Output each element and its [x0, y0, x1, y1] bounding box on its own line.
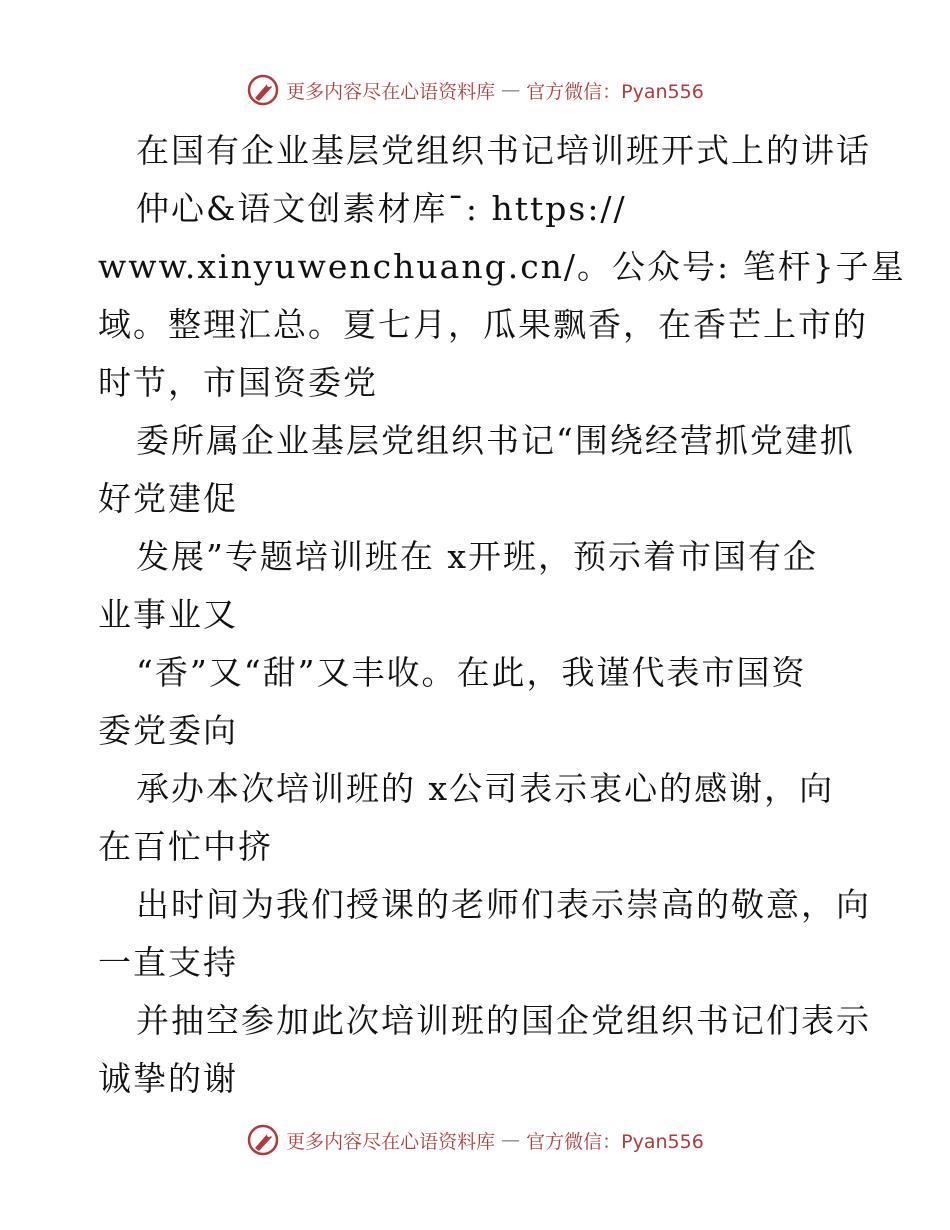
document-line: 业事业又: [98, 595, 238, 634]
document-line: 委党委向: [98, 711, 238, 750]
header-watermark-banner: [0, 70, 950, 110]
banner-main-text: 更多内容尽在心语资料库: [286, 1130, 496, 1153]
banner-main-text: 更多内容尽在心语资料库: [286, 80, 496, 103]
pen-nib-logo-icon: [246, 73, 280, 107]
document-line: “香”又“甜”又丰收。在此，我谨代表市国资: [136, 653, 807, 692]
document-line: 发展”专题培训班在 x开班，预示着市国有企: [136, 537, 818, 576]
document-line: 承办本次培训班的 x公司表示衷心的感谢，向: [136, 769, 835, 808]
footer-watermark-banner: [0, 1120, 950, 1160]
banner-separator: —: [501, 79, 521, 101]
document-line: 在国有企业基层党组织书记培训班开式上的讲话: [136, 131, 871, 170]
document-body: [98, 122, 906, 1108]
banner-wechat-text: 官方微信：Pyan556: [526, 80, 704, 103]
document-line: 时节，市国资委党: [98, 363, 378, 402]
document-line: 域。整理汇总。夏七月，瓜果飘香，在香芒上市的: [98, 305, 868, 344]
document-line: www.xinyuwenchuang.cn/。公众号: 笔杆}子星: [98, 247, 906, 286]
banner-wechat-text: 官方微信：Pyan556: [526, 1130, 704, 1153]
document-line: 委所属企业基层党组织书记“围绕经营抓党建抓: [136, 421, 855, 460]
pen-nib-logo-icon: [246, 1123, 280, 1157]
document-line: 并抽空参加此次培训班的国企党组织书记们表示: [136, 1001, 871, 1040]
document-line: 仲心&语文创素材库¯: https://: [136, 189, 627, 228]
banner-separator: —: [501, 1129, 521, 1151]
document-line: 诚挚的谢: [98, 1059, 238, 1098]
document-line: 在百忙中挤: [98, 827, 273, 866]
document-line: 一直支持: [98, 943, 238, 982]
document-line: 好党建促: [98, 479, 238, 518]
document-line: 出时间为我们授课的老师们表示崇高的敬意，向: [136, 885, 871, 924]
